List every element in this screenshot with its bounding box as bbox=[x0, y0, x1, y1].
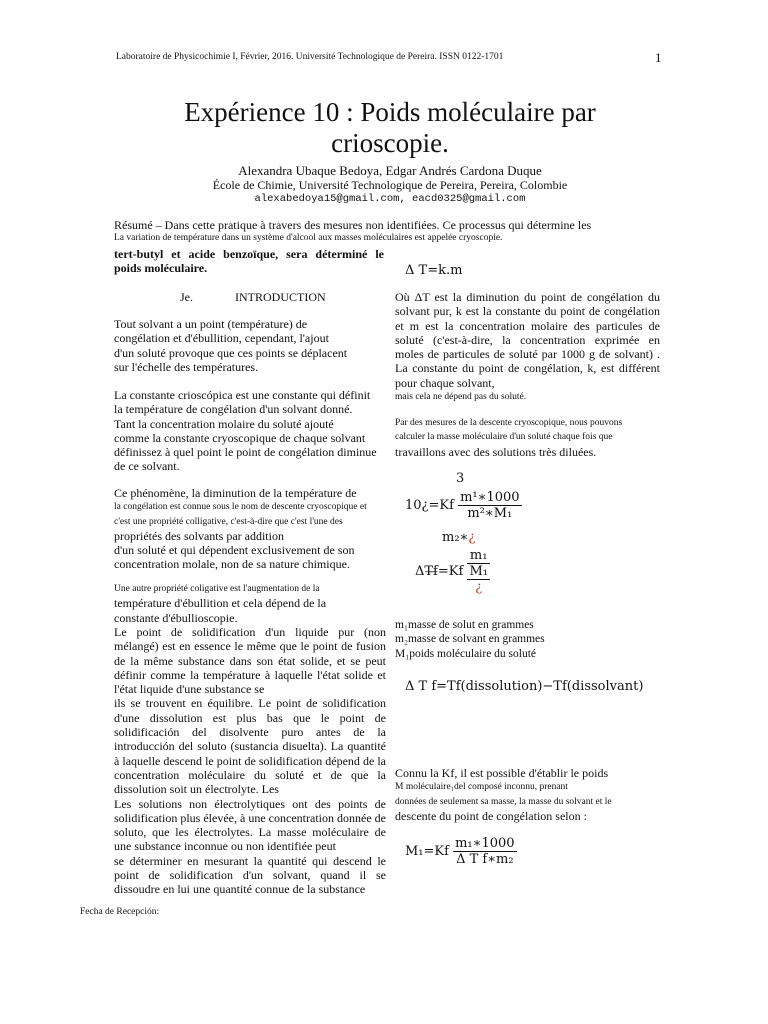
text-line: constante d'ébullioscopie. bbox=[114, 610, 238, 625]
left-paragraph-5 bbox=[114, 625, 386, 897]
text-line: Tout solvant a un point (température) de bbox=[114, 317, 308, 331]
author-emails: alexabedoya15@gmail.com, eacd0325@gmail.com bbox=[254, 193, 526, 205]
definition-line: M₁poids moléculaire du soluté bbox=[395, 647, 537, 660]
equation-error-mark: ¿ bbox=[475, 580, 483, 595]
text-line: congélation et d'ébullition, cependant, l'ajout bbox=[114, 331, 329, 346]
text-line: la congélation est connue sous le nom de descente cryoscopique et bbox=[114, 502, 367, 513]
equation-lhs: M₁=Kf bbox=[405, 844, 449, 859]
section-heading bbox=[180, 290, 368, 305]
text-line: concentration molale, non de sa nature chimique. bbox=[114, 557, 350, 572]
abstract-line-1: Résumé – Dans cette pratique à travers des mesures non identifiées. Ce processus qui détermine les bbox=[114, 218, 592, 232]
equation-fraction bbox=[453, 836, 516, 867]
left-paragraph-1 bbox=[114, 317, 386, 374]
text-line: la température de congélation d'un solvant donné. bbox=[114, 402, 353, 417]
abstract-line-3: tert-butyl et acide benzoïque, sera déterminé le poids moléculaire. bbox=[114, 247, 384, 275]
text-line: Par des mesures de la descente cryoscopique, nous pouvons bbox=[395, 418, 623, 428]
reception-date-label: Fecha de Recepción: bbox=[80, 907, 160, 917]
equation-4: Δ T f=Tf(dissolution)−Tf(dissolvant) bbox=[405, 679, 644, 694]
text-line: descente du point de congélation selon : bbox=[395, 808, 587, 823]
text-line: données de seulement sa masse, la masse du solvant et le bbox=[395, 796, 612, 807]
equation-error-mark: ¿ bbox=[468, 530, 476, 545]
fraction-denominator: M₁ bbox=[469, 564, 488, 579]
page-number: 1 bbox=[655, 50, 662, 65]
right-paragraph-2 bbox=[395, 416, 675, 459]
text-line: c'est une propriété colligative, c'est-à-dire que c'est l'une des bbox=[114, 516, 343, 527]
text-line: d'un soluté et qui dépendent exclusivement de son bbox=[114, 543, 355, 558]
text-line: Une autre propriété coligative est l'augmentation de la bbox=[114, 584, 320, 594]
text-block: Les solutions non électrolytiques ont des points de solidification plus élevée, à une concentration donnée de soluto, que les électrolytes. La masse moléculaire de une substance inconnue ou non identifiée peut bbox=[114, 796, 386, 854]
text-block: Le point de solidification d'un liquide pur (non mélangé) est en essence le même que le point de fusion de la même substance dans son état solide, et se peut définir comme la température à laquelle l'état solide et l'état liquide d'une substance se bbox=[114, 625, 386, 697]
right-paragraph-1 bbox=[395, 290, 660, 404]
equation-lhs: ΔT̶f̶=Kf bbox=[415, 564, 464, 579]
equation-term: m₂∗ bbox=[442, 530, 469, 545]
fraction-numerator: m¹∗1000 bbox=[460, 490, 520, 505]
text-block: Où ΔT est la diminution du point de congélation du solvant pur, k est la constante du point de congélation et m est la concentration molaire des particules de soluté (c'est-à-dire, la concentration exprimée en moles de particules de soluté par 1000 g de solvant) . La constante du point de congélation, k, est différent pour chaque solvant, bbox=[395, 290, 660, 390]
text-line: travaillons avec des solutions très diluées. bbox=[395, 444, 597, 459]
fraction-denominator: Δ T f∗m₂ bbox=[456, 852, 514, 867]
title-line-1: Expérience 10 : Poids moléculaire par bbox=[184, 97, 596, 127]
equation-fraction bbox=[467, 548, 490, 595]
left-paragraph-4 bbox=[114, 582, 378, 625]
section-number: Je. bbox=[180, 290, 193, 304]
text-line: définissez à quel point le point de congélation diminue bbox=[114, 445, 377, 460]
equation-number: 3 bbox=[456, 471, 465, 486]
text-block: ils se trouvent en équilibre. Le point de solidification d'une dissolution est plus bas que le point de solidificación del disolvente puro antes de la introducción del soluto (sustancia disuelta). La quantité à laquelle descend le point de solidification dépend de la concentration moléculaire du soluté et de que la dissolution soit un électrolyte. Les bbox=[114, 696, 386, 797]
right-paragraph-3 bbox=[395, 766, 675, 823]
text-line: Tant la concentration molaire du soluté ajouté bbox=[114, 416, 334, 431]
text-line: température d'ébullition et cela dépend de la bbox=[114, 596, 327, 611]
text-line: Connu la Kf, il est possible d'établir le poids bbox=[395, 766, 609, 780]
left-paragraph-3 bbox=[114, 486, 386, 572]
text-line: de ce solvant. bbox=[114, 459, 180, 474]
definition-line: m₂masse de solvant en grammes bbox=[395, 633, 545, 646]
page-title bbox=[100, 97, 680, 159]
text-line: M moléculaire₁del composé inconnu, prenant bbox=[395, 782, 568, 793]
variable-definitions bbox=[395, 618, 665, 661]
section-title: INTRODUCTION bbox=[235, 290, 326, 304]
text-line: Ce phénomène, la diminution de la température de bbox=[114, 486, 357, 500]
fraction-numerator: m₁∗1000 bbox=[455, 836, 515, 851]
text-line: calculer la masse moléculaire d'un soluté chaque fois que bbox=[395, 432, 613, 443]
text-block: se déterminer en mesurant la quantité qui descend le point de solidification d'un solvant, quand il se dissoudre en lui une quantité connue de la substance bbox=[114, 853, 386, 897]
text-line: sur l'échelle des températures. bbox=[114, 359, 259, 374]
left-paragraph-2 bbox=[114, 388, 396, 474]
abstract-line-2: La variation de température dans un système d'alcool aux masses moléculaires est appelée cryoscopie. bbox=[114, 233, 503, 243]
title-line-2: crioscopie. bbox=[331, 128, 449, 158]
authors: Alexandra Ubaque Bedoya, Edgar Andrés Cardona Duque bbox=[238, 163, 542, 178]
equation-delta-t: Δ T=k.m bbox=[405, 263, 463, 278]
fraction-numerator: m₁ bbox=[467, 548, 490, 564]
fraction-denominator: m²∗M₁ bbox=[467, 506, 513, 521]
text-line: d'un soluté provoque que ces points se déplacent bbox=[114, 345, 348, 360]
equation-fraction bbox=[458, 490, 521, 521]
text-line: comme la constante cryoscopique de chaque solvant bbox=[114, 430, 366, 445]
equation-lhs: 10¿=Kf bbox=[405, 498, 454, 513]
equation-2 bbox=[405, 490, 522, 521]
affiliation: École de Chimie, Université Technologique de Pereira, Pereira, Colombie bbox=[212, 178, 568, 192]
equation-2-continuation bbox=[442, 530, 475, 545]
text-line: mais cela ne dépend pas du soluté. bbox=[395, 392, 527, 403]
text-line: propriétés des solvants par addition bbox=[114, 528, 284, 543]
equation-3 bbox=[415, 548, 490, 595]
text-line: La constante crioscópica est une constante qui définit bbox=[114, 388, 371, 402]
running-head: Laboratoire de Physicochimie I, Février, 2016. Université Technologique de Pereira. ISSN 0122-1701 bbox=[116, 52, 504, 62]
definition-line: m₁masse de solut en grammes bbox=[395, 619, 534, 631]
equation-5 bbox=[405, 836, 517, 867]
